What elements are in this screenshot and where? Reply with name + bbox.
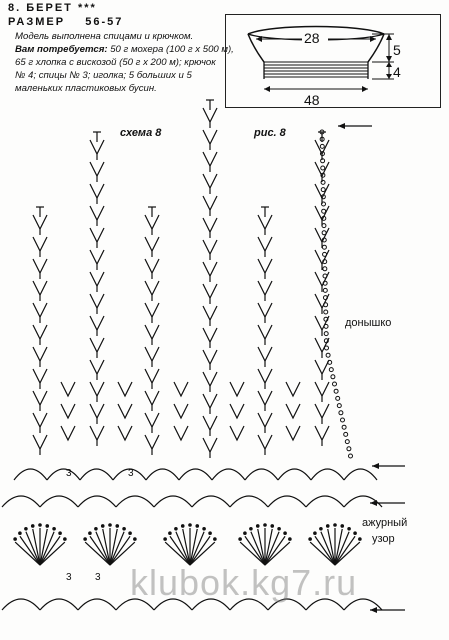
picot-dot bbox=[347, 527, 351, 531]
arch-stitch bbox=[268, 496, 306, 507]
watermark: klubok.kg7.ru bbox=[130, 562, 358, 603]
arch-stitch bbox=[278, 469, 311, 480]
v-stitch bbox=[145, 325, 159, 339]
v-stitch bbox=[203, 416, 217, 430]
chain-stitch bbox=[321, 188, 325, 192]
v-stitch bbox=[203, 108, 217, 122]
v-stitch bbox=[203, 240, 217, 254]
v-stitch bbox=[61, 404, 75, 418]
picot-dot bbox=[45, 524, 49, 528]
v-stitch bbox=[145, 237, 159, 251]
chain-stitch bbox=[337, 404, 341, 408]
v-stitch bbox=[33, 281, 47, 295]
picot-dot bbox=[249, 527, 253, 531]
v-stitch bbox=[258, 435, 272, 449]
picot-dot bbox=[18, 531, 22, 535]
v-stitch bbox=[258, 215, 272, 229]
arch-stitch bbox=[212, 469, 245, 480]
v-stitch bbox=[118, 382, 132, 396]
picot-dot bbox=[83, 537, 87, 541]
chain-stitch bbox=[322, 245, 326, 249]
picot-dot bbox=[288, 537, 292, 541]
v-stitch bbox=[33, 237, 47, 251]
chain-stitch bbox=[326, 353, 330, 357]
v-stitch bbox=[203, 174, 217, 188]
v-stitch bbox=[61, 426, 75, 440]
v-stitch bbox=[90, 360, 104, 374]
row-arrowhead bbox=[372, 463, 379, 469]
top-width-value: 28 bbox=[304, 30, 320, 46]
v-stitch bbox=[90, 162, 104, 176]
description-line: 65 г хлопка с вискозой (50 г x 200 м); крючок bbox=[15, 57, 216, 68]
v-stitch bbox=[203, 372, 217, 386]
picot-dot bbox=[238, 537, 242, 541]
arch-stitch bbox=[14, 469, 47, 480]
v-stitch bbox=[90, 228, 104, 242]
v-stitch bbox=[258, 281, 272, 295]
band-height-value: 4 bbox=[393, 64, 401, 80]
stitch-symbols bbox=[2, 100, 408, 613]
chain-stitch bbox=[329, 368, 333, 372]
chain-stitch bbox=[339, 411, 343, 415]
arch-stitch bbox=[154, 496, 192, 507]
size-label: РАЗМЕР bbox=[8, 16, 66, 28]
chain-stitch bbox=[321, 180, 325, 184]
v-stitch bbox=[90, 206, 104, 220]
chain-stitch bbox=[347, 447, 351, 451]
picot-dot bbox=[94, 527, 98, 531]
picot-dot bbox=[313, 531, 317, 535]
picot-dot bbox=[326, 524, 330, 528]
chain-stitch bbox=[324, 310, 328, 314]
v-stitch bbox=[203, 438, 217, 452]
picot-dot bbox=[277, 527, 281, 531]
v-stitch bbox=[174, 426, 188, 440]
v-stitch bbox=[145, 435, 159, 449]
v-stitch bbox=[258, 259, 272, 273]
crown-height-value: 5 bbox=[393, 42, 401, 58]
v-stitch bbox=[286, 382, 300, 396]
row-arrowhead bbox=[338, 123, 345, 129]
picot-dot bbox=[319, 527, 323, 531]
v-stitch bbox=[33, 369, 47, 383]
difficulty-stars: *** bbox=[77, 2, 97, 14]
fan-count-marker: 3 bbox=[95, 572, 101, 583]
v-stitch bbox=[315, 426, 329, 440]
description-line: маленьких пластиковых бусин. bbox=[15, 83, 157, 94]
chain-stitch bbox=[320, 144, 324, 148]
lace-label-line2: узор bbox=[372, 533, 395, 545]
v-stitch bbox=[118, 426, 132, 440]
v-stitch bbox=[174, 404, 188, 418]
bottom-width-value: 48 bbox=[304, 92, 320, 108]
picot-dot bbox=[243, 531, 247, 535]
picot-dot bbox=[31, 524, 35, 528]
materials-text: 50 г мохера (100 г x 500 м), bbox=[107, 44, 234, 55]
picot-dot bbox=[340, 524, 344, 528]
picot-dot bbox=[174, 527, 178, 531]
lace-label-line1: ажурный bbox=[362, 517, 408, 529]
v-stitch bbox=[90, 426, 104, 440]
arch-stitch bbox=[2, 599, 40, 610]
v-stitch bbox=[203, 196, 217, 210]
picot-dot bbox=[38, 523, 42, 527]
picot-dot bbox=[128, 531, 132, 535]
picot-dot bbox=[115, 524, 119, 528]
v-stitch bbox=[145, 369, 159, 383]
chain-stitch bbox=[345, 440, 349, 444]
arch-stitch bbox=[116, 496, 154, 507]
arch-stitch bbox=[192, 496, 230, 507]
v-stitch bbox=[90, 294, 104, 308]
v-stitch bbox=[145, 303, 159, 317]
picot-dot bbox=[263, 523, 267, 527]
v-stitch bbox=[315, 404, 329, 418]
size-value: 56-57 bbox=[85, 16, 124, 28]
v-stitch bbox=[90, 338, 104, 352]
materials-heading: Вам потребуется: bbox=[15, 44, 108, 55]
row-arrowhead bbox=[370, 500, 377, 506]
v-stitch bbox=[33, 215, 47, 229]
v-stitch bbox=[258, 369, 272, 383]
picot-dot bbox=[163, 537, 167, 541]
v-stitch bbox=[203, 218, 217, 232]
fan-count-marker: 3 bbox=[66, 572, 72, 583]
v-stitch bbox=[230, 382, 244, 396]
v-stitch bbox=[203, 284, 217, 298]
v-stitch bbox=[230, 426, 244, 440]
v-stitch bbox=[203, 350, 217, 364]
picot-dot bbox=[122, 527, 126, 531]
chain-stitch bbox=[323, 288, 327, 292]
v-stitch bbox=[145, 259, 159, 273]
fan-count-marker: 3 bbox=[66, 468, 72, 479]
v-stitch bbox=[203, 130, 217, 144]
picot-dot bbox=[353, 531, 357, 535]
v-stitch bbox=[286, 404, 300, 418]
picot-dot bbox=[270, 524, 274, 528]
v-stitch bbox=[90, 140, 104, 154]
v-stitch bbox=[90, 250, 104, 264]
picot-dot bbox=[256, 524, 260, 528]
arch-stitch bbox=[40, 496, 78, 507]
v-stitch bbox=[90, 316, 104, 330]
v-stitch bbox=[145, 281, 159, 295]
picot-dot bbox=[13, 537, 17, 541]
chain-stitch bbox=[322, 231, 326, 235]
chain-stitch bbox=[342, 425, 346, 429]
chain-stitch bbox=[333, 382, 337, 386]
chain-stitch bbox=[349, 454, 353, 458]
v-stitch bbox=[90, 382, 104, 396]
v-stitch bbox=[203, 306, 217, 320]
v-stitch bbox=[203, 152, 217, 166]
v-stitch bbox=[33, 435, 47, 449]
picot-dot bbox=[188, 523, 192, 527]
picot-dot bbox=[358, 537, 362, 541]
v-stitch bbox=[33, 303, 47, 317]
v-stitch bbox=[258, 391, 272, 405]
chain-stitch bbox=[334, 389, 338, 393]
arch-stitch bbox=[78, 496, 116, 507]
arch-stitch bbox=[146, 469, 179, 480]
v-stitch bbox=[33, 413, 47, 427]
pattern-number: 8. bbox=[8, 2, 22, 14]
chain-stitch bbox=[323, 267, 327, 271]
figure-label: рис. 8 bbox=[254, 127, 286, 139]
v-stitch bbox=[315, 360, 329, 374]
description-line: № 4; спицы № 3; иголка; 5 больших и 5 bbox=[15, 70, 192, 81]
v-stitch bbox=[258, 303, 272, 317]
arch-stitch bbox=[78, 599, 116, 610]
picot-dot bbox=[133, 537, 137, 541]
picot-dot bbox=[308, 537, 312, 541]
v-stitch bbox=[258, 413, 272, 427]
v-stitch bbox=[203, 262, 217, 276]
picot-dot bbox=[168, 531, 172, 535]
chain-stitch bbox=[344, 432, 348, 436]
arch-stitch bbox=[179, 469, 212, 480]
arch-stitch bbox=[80, 469, 113, 480]
v-stitch bbox=[258, 347, 272, 361]
picot-dot bbox=[52, 527, 56, 531]
picot-dot bbox=[202, 527, 206, 531]
fan-count-marker: 3 bbox=[128, 468, 134, 479]
pattern-name: БЕРЕТ bbox=[26, 2, 73, 14]
v-stitch bbox=[33, 325, 47, 339]
description-line: Модель выполнена спицами и крючком. bbox=[15, 31, 194, 42]
v-stitch bbox=[90, 184, 104, 198]
v-stitch bbox=[145, 215, 159, 229]
v-stitch bbox=[145, 347, 159, 361]
v-stitch bbox=[258, 237, 272, 251]
arch-stitch bbox=[306, 496, 344, 507]
chain-stitch bbox=[331, 375, 335, 379]
chain-stitch bbox=[336, 396, 340, 400]
picot-dot bbox=[24, 527, 28, 531]
chain-stitch bbox=[323, 252, 327, 256]
picot-dot bbox=[283, 531, 287, 535]
v-stitch bbox=[118, 404, 132, 418]
v-stitch bbox=[90, 272, 104, 286]
chain-stitch bbox=[324, 324, 328, 328]
scheme-label: схема 8 bbox=[120, 127, 162, 139]
arch-stitch bbox=[230, 496, 268, 507]
picot-dot bbox=[58, 531, 62, 535]
chain-stitch bbox=[325, 346, 329, 350]
picot-dot bbox=[213, 537, 217, 541]
arch-stitch bbox=[40, 599, 78, 610]
row-arrowhead bbox=[370, 607, 377, 613]
picot-dot bbox=[333, 523, 337, 527]
picot-dot bbox=[88, 531, 92, 535]
arch-stitch bbox=[2, 496, 40, 507]
v-stitch bbox=[90, 404, 104, 418]
picot-dot bbox=[101, 524, 105, 528]
v-stitch bbox=[33, 347, 47, 361]
arch-stitch bbox=[245, 469, 278, 480]
v-stitch bbox=[33, 391, 47, 405]
v-stitch bbox=[286, 426, 300, 440]
v-stitch bbox=[258, 325, 272, 339]
v-stitch bbox=[145, 413, 159, 427]
chain-stitch bbox=[322, 209, 326, 213]
v-stitch bbox=[203, 394, 217, 408]
chain-stitch bbox=[321, 166, 325, 170]
v-stitch bbox=[230, 404, 244, 418]
picot-dot bbox=[108, 523, 112, 527]
v-stitch bbox=[174, 382, 188, 396]
picot-dot bbox=[63, 537, 67, 541]
chain-stitch bbox=[341, 418, 345, 422]
chain-stitch bbox=[324, 332, 328, 336]
v-stitch bbox=[145, 391, 159, 405]
picot-dot bbox=[181, 524, 185, 528]
picot-dot bbox=[195, 524, 199, 528]
arch-stitch bbox=[311, 469, 344, 480]
v-stitch bbox=[61, 382, 75, 396]
arch-stitch bbox=[344, 469, 377, 480]
v-stitch bbox=[315, 382, 329, 396]
arch-stitch bbox=[47, 469, 80, 480]
v-stitch bbox=[203, 328, 217, 342]
crown-label: донышко bbox=[345, 317, 392, 329]
v-stitch bbox=[33, 259, 47, 273]
picot-dot bbox=[208, 531, 212, 535]
